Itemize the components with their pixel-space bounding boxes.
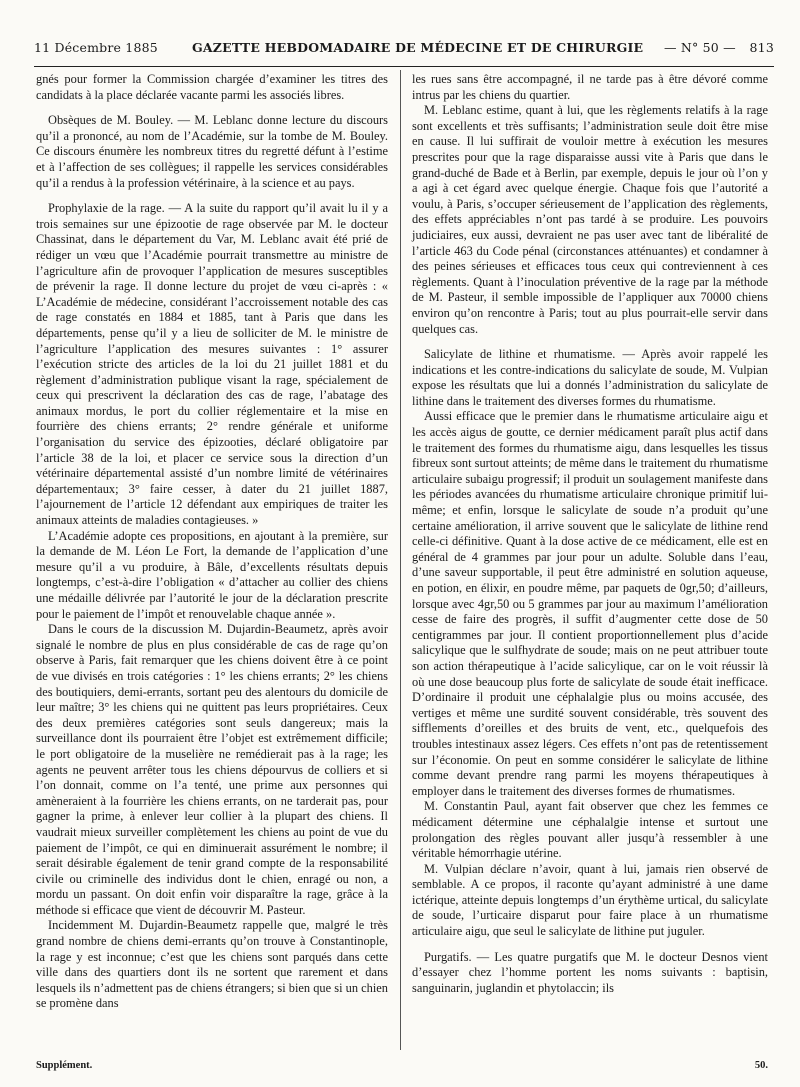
paragraph: gnés pour former la Commission chargée d’examiner les titres des candidats à la place déclarée vacante parmi les associés libres. xyxy=(36,72,388,102)
page-header xyxy=(34,40,774,60)
paragraph: Prophylaxie de la rage. — A la suite du rapport qu’il avait lu il y a trois semaines sur une épizootie de rage observée par M. le docteur Chassinat, dans le département du Var, M. Leblanc avait été prié de rédiger un vœu que l’Académie pourrait transmettre au ministre de l’agriculture afin de provoquer l’application de mesures susceptibles de prévenir la rage. Il donne lecture du projet de vœu ci-après : « L’Académie de médecine, considérant l’accroissement notable des cas de rage constatés en 1884 et 1885, tant à Paris que dans les départements, pense qu’il y a lieu de solliciter de M. le ministre de l’agriculture l’application des mesures suivantes : 1° assurer l’exécution stricte des articles de la loi du 21 juillet 1881 et du règlement d’administration publique visant la rage, spécialement de ceux qui prescrivent la déclaration des cas de rage, l’abatage des animaux mordus, le port du collier réglementaire et la mise en fourrière des chiens errants; 2° rendre générale et uniforme l’organisation du service des épizooties, déclaré obligatoire par l’article 38 de la loi, et placer ce service sous la direction d’un vétérinaire départemental assisté d’un nombre limité de vétérinaires départementaux; 3° faire cesser, à dater du 21 juillet 1887, l’ajournement de l’article 12 défendant aux empiriques de traiter les animaux atteints de maladies contagieuses. » xyxy=(36,201,388,528)
issue-number: — N° 50 — xyxy=(664,40,736,55)
left-column xyxy=(36,72,388,1012)
paragraph: M. Leblanc estime, quant à lui, que les règlements relatifs à la rage sont excellents et très suffisants; l’administration seule doit être mise en cause. Il lui suffirait de vouloir mettre à exécution les mesures prescrites pour que la rage disparaisse aussi vite à Paris que dans le grand-duché de Bade et à Berlin, par exemple, depuis le jour où l’on y a agi à cet égard avec quelque énergie. Chaque fois que l’autorité a voulu, à Paris, s’occuper sérieusement de l’application des règlements, des effets appréciables n’ont pas tardé à se produire. Les pouvoirs judiciaires, eux aussi, devraient ne pas user avec tant de libéralité de l’article 463 du Code pénal (circonstances atténuantes) et condamner à des peines sérieuses et efficaces tous ceux qui contreviennent à ces règlements. Quant à l’inoculation préventive de la rage par la méthode de M. Pasteur, il semble impossible de l’appliquer aux 70000 chiens environ qu’on rencontre à Paris; tout au plus pourrait-elle servir dans quelques cas. xyxy=(412,103,768,336)
journal-title: GAZETTE HEBDOMADAIRE DE MÉDECINE ET DE CHIRURGIE xyxy=(192,40,644,55)
paragraph: Obsèques de M. Bouley. — M. Leblanc donne lecture du discours qu’il a prononcé, au nom de l’Académie, sur la tombe de M. Bouley. Ce discours énumère les nombreux titres du regretté défunt à l’estime et à l’affection de ses collègues; il rappelle les services considérables qu’il a rendus à la profession vétérinaire, à la science et au pays. xyxy=(36,113,388,190)
column-divider xyxy=(400,70,401,1050)
paragraph: Salicylate de lithine et rhumatisme. — Après avoir rappelé les indications et les contre-indications du salicylate de soude, M. Vulpian expose les résultats que lui a donnés l’administration du salicylate de lithine dans le traitement des diverses formes du rhumatisme. xyxy=(412,347,768,408)
right-column xyxy=(412,72,768,996)
paragraph: M. Vulpian déclare n’avoir, quant à lui, jamais rien observé de semblable. A ce propos, il raconte qu’ayant administré à une dame ictérique, atteinte depuis longtemps d’un érythème urtical, du salicylate de soude, l’urticaire disparut pour faire place à un rhumatisme articulaire aigu, que seul le salicylate de lithine put juguler. xyxy=(412,861,768,939)
page-footer xyxy=(36,1060,768,1076)
paragraph: Dans le cours de la discussion M. Dujardin-Beaumetz, après avoir signalé le nombre de plus en plus considérable de cas de rage qu’on observe à Paris, fait remarquer que les chiens doivent être à ce point de vue divisés en trois catégories : 1° les chiens errants; 2° les chiens des boutiquiers, demi-errants, sortant peu des alentours du domicile de leur maître; 3° les chiens qui ne quittent pas leurs propriétaires. Ceux des deux premières catégories sont seuls dangereux; mais la surveillance dont ils pourraient être l’objet est extrêmement difficile; le port obligatoire de la muselière ne remédierait pas à la rage; les agents ne peuvent arrêter tous les chiens dépourvus de colliers et si l’on donnait, comme on l’a tenté, une prime aux personnes qui amèneraient à la fourrière les chiens errants, on ne tarderait pas, pour gagner la prime, à enlever leur collier à la plupart des chiens. Il vaudrait mieux surveiller complètement les chiens au point de vue du paiement de l’impôt, ce qui en diminuerait assurément le nombre; il serait désirable également de tenir grand compte de la responsabilité civile ou criminelle des individus dont le chien, enragé ou non, a mordu un passant. On doit enfin voir disparaître la rage, grâce à la méthode si efficace que vient de découvrir M. Pasteur. xyxy=(36,622,388,917)
header-date: 11 Décembre 1885 xyxy=(34,40,158,55)
paragraph: M. Constantin Paul, ayant fait observer que chez les femmes ce médicament détermine une céphalalgie intense et surtout une prolongation des règles pouvant aller jusqu’à ressembler à une véritable hémorrhagie utérine. xyxy=(412,799,768,861)
footer-sheet-number: 50. xyxy=(754,1060,768,1071)
page-number: 813 xyxy=(749,40,774,55)
paragraph: les rues sans être accompagné, il ne tarde pas à être dévoré comme intrus par les chiens du quartier. xyxy=(412,72,768,102)
header-rule xyxy=(34,66,774,67)
paragraph: L’Académie adopte ces propositions, en ajoutant à la première, sur la demande de M. Léon Le Fort, la demande de l’application d’une mesure qu’il a vu produire, à Bâle, d’excellents résultats depuis longtemps, c’est-à-dire l’obligation « d’attacher au collier des chiens une médaille délivrée par l’autorité le jour de la déclaration prescrite pour le paiement de l’impôt et renouvelable chaque année ». xyxy=(36,528,388,621)
footer-supplement: Supplément. xyxy=(36,1060,93,1071)
paragraph: Incidemment M. Dujardin-Beaumetz rappelle que, malgré le très grand nombre de chiens demi-errants qu’on trouve à Constantinople, la rage y est inconnue; c’est que les chiens sont parqués dans cette ville dans des quartiers dont ils ne sortent que rarement et dans lesquels ils n’admettent pas de chiens étrangers; si bien que si un chien se promène dans xyxy=(36,918,388,1011)
paragraph: Aussi efficace que le premier dans le rhumatisme articulaire aigu et les accès aigus de goutte, ce dernier médicament paraît plus actif dans le traitement des formes du rhumatisme aigu, dans lesquelles les tissus fibreux sont surtout atteints; de même dans le traitement du rhumatisme articulaire subaigu progressif; il produit un soulagement manifeste dans les périodes avancées du rhumatisme articulaire chronique primitif lui-même; et enfin, lorsque le salicylate de soude n’a produit qu’une certaine amélioration, il arrive souvent que le salicylate de lithine rend celle-ci définitive. Quant à la dose active de ce médicament, elle est en général de 4 grammes par jour pour un adulte. Soluble dans l’eau, d’une saveur supportable, il peut être administré en solution aqueuse, en potion, en élixir, en poudre même, par paquets de 0gr,50; d’ailleurs, lorsque avec 4gr,50 ou 5 grammes par jour au maximum l’amélioration cesse de faire des progrès, il suffit d’augmenter cette dose de 50 centigrammes par jour. Il contient proportionnellement plus d’acide salicylique que le sulfhydrate de soude; mais on ne peut attribuer toute son action thérapeutique à l’acide salicylique, car on le voit réussir là où une dose beaucoup plus forte de salicylate de soude était inefficace. D’ordinaire il produit une céphalalgie plus ou moins accusée, des vertiges et même une surdité souvent considérable, très souvent des sifflements d’oreilles et des bruits de vent, etc., quelquefois des troubles intestinaux assez légers. Ces effets n’ont pas de retentissement sur l’économie. On peut en somme considérer le salicylate de lithine comme devant prendre rang parmi les moyens thérapeutiques à employer dans le traitement des diverses formes de rhumatismes. xyxy=(412,409,768,798)
paragraph: Purgatifs. — Les quatre purgatifs que M. le docteur Desnos vient d’essayer chez l’homme portent les noms suivants : baptisin, sanguinarin, juglandin et phytolaccin; ils xyxy=(412,949,768,995)
